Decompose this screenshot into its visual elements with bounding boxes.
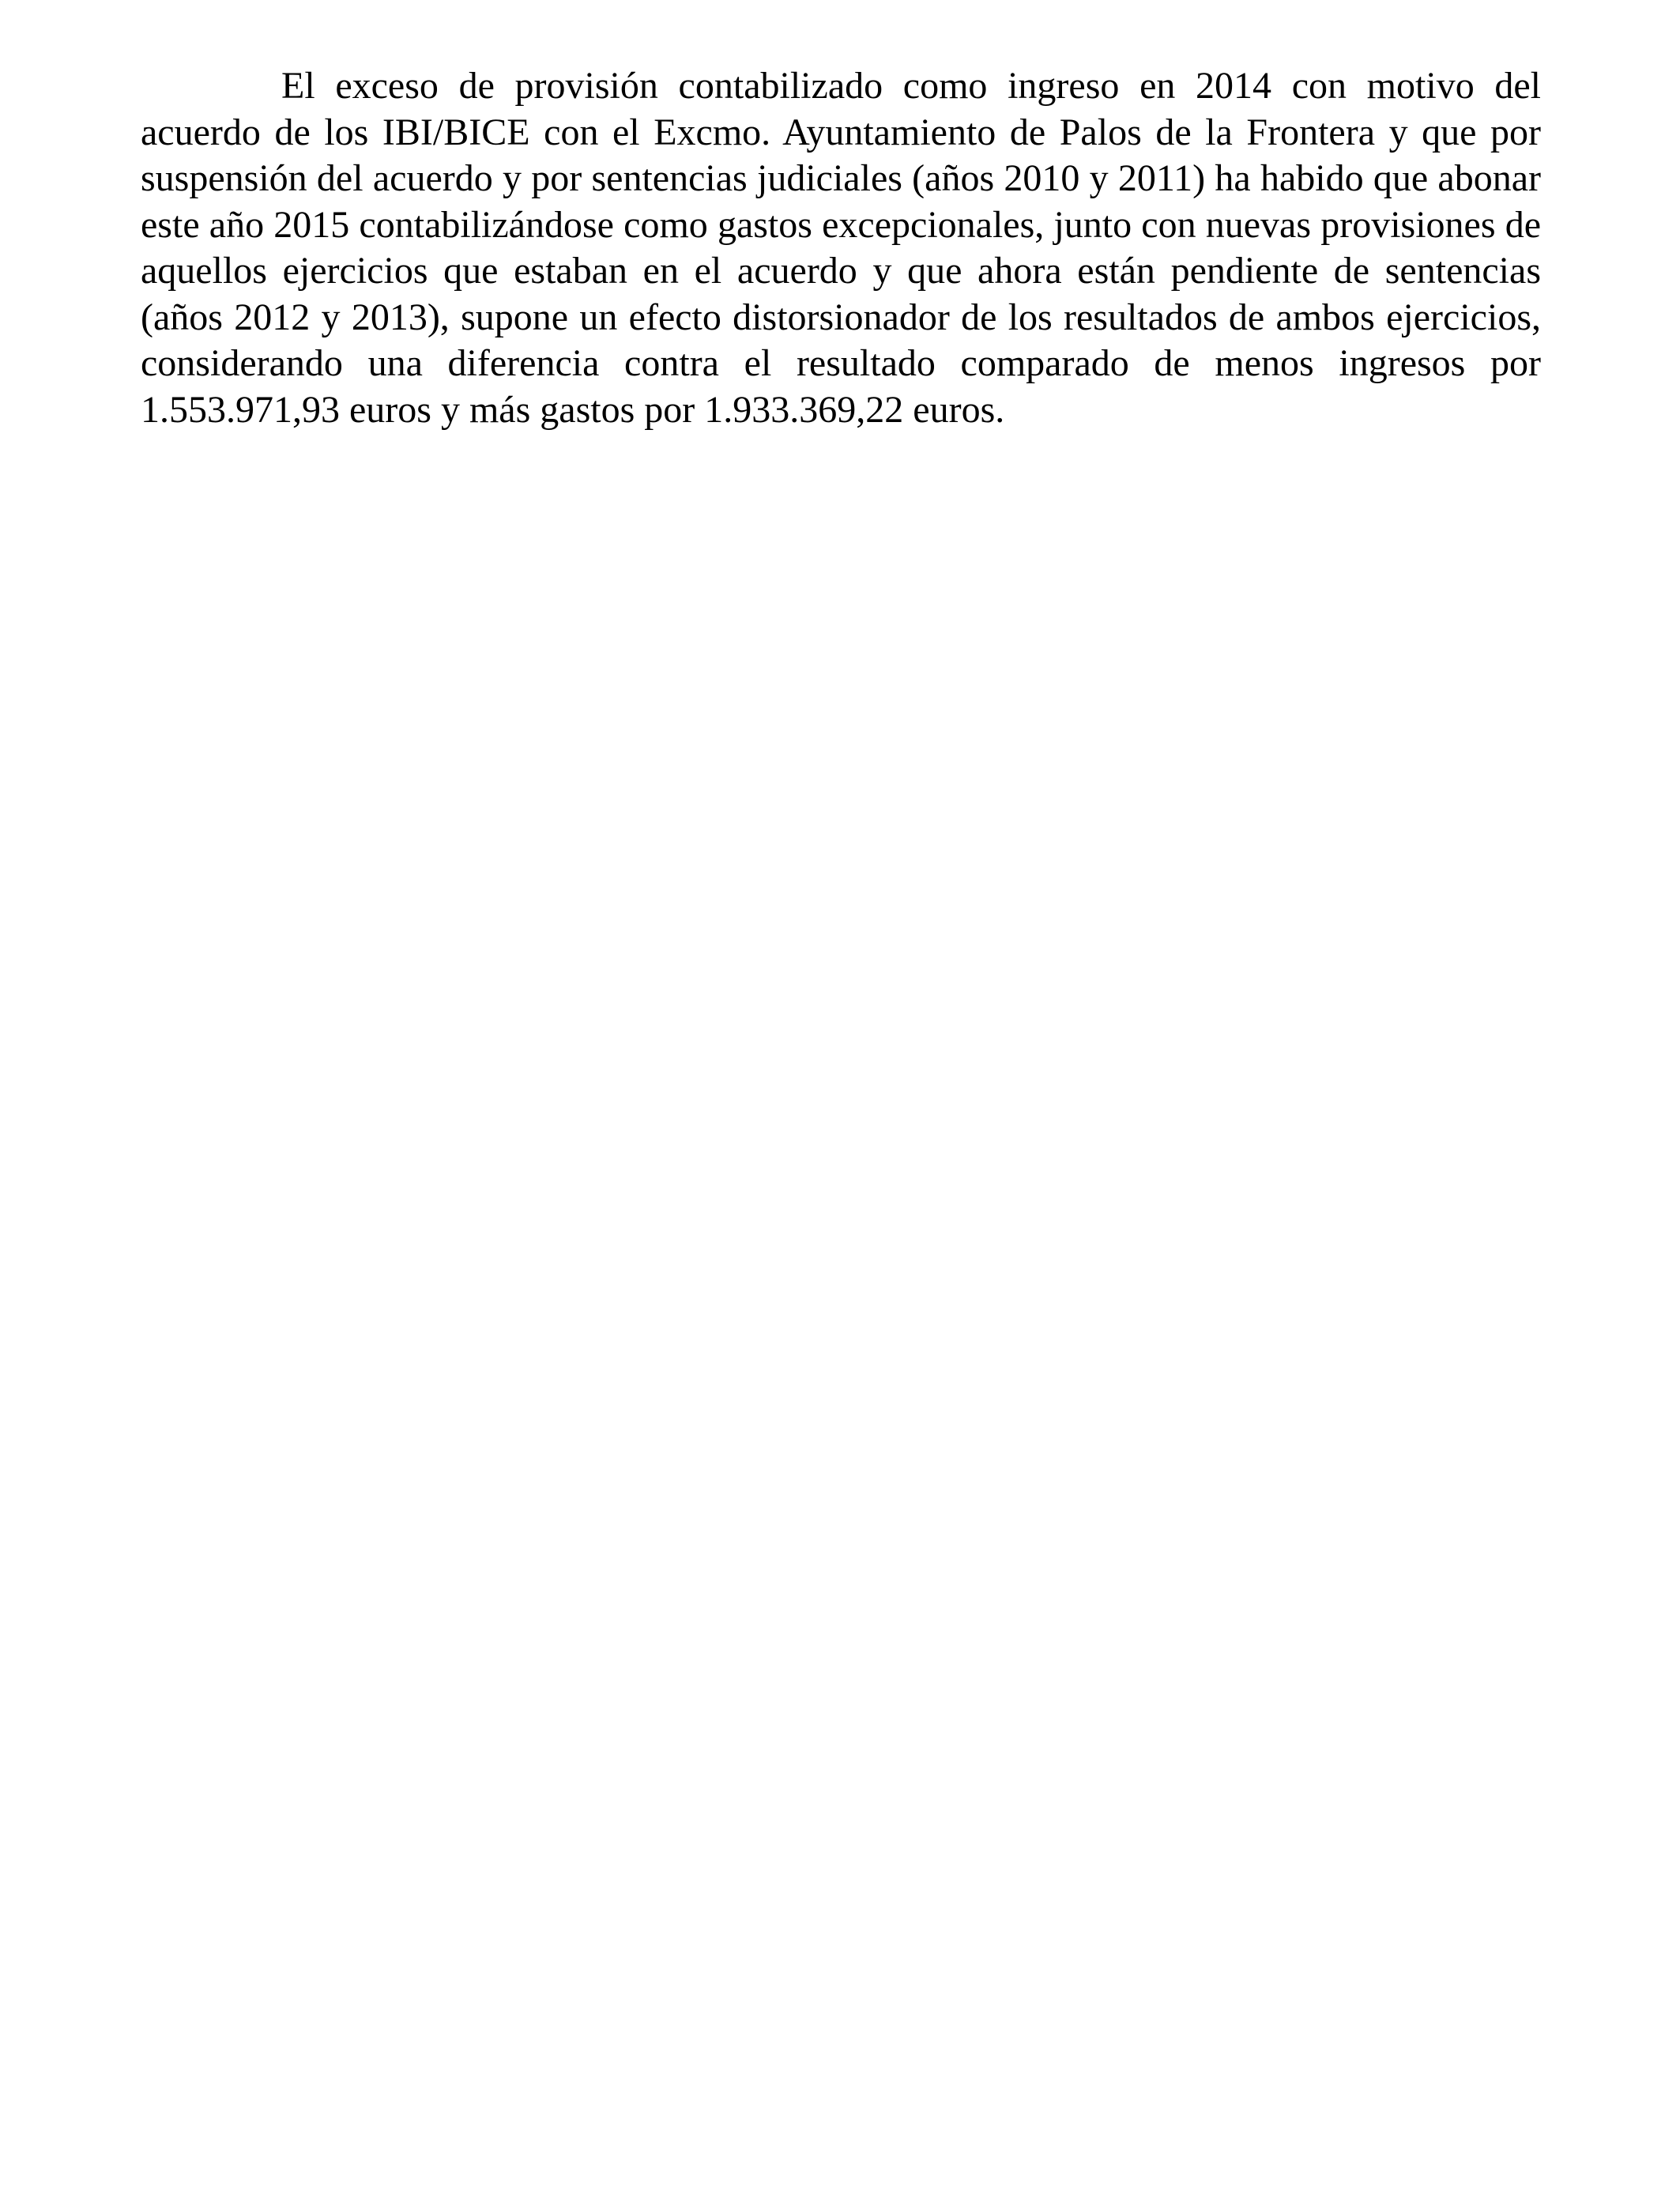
body-paragraph: El exceso de provisión contabilizado como ingreso en 2014 con motivo del acuerdo de los IBI/BICE con el Excmo. Ayuntamiento de Palos de la Frontera y que por suspensión del acuerdo y por sentencias judiciales (años 2010 y 2011) ha habido que abonar este año 2015 contabilizándose como gastos excepcionales, junto con nuevas provisiones de aquellos ejercicios que estaban en el acuerdo y que ahora están pendiente de sentencias (años 2012 y 2013), supone un efecto distorsionador de los resultados de ambos ejercicios, considerando una diferencia contra el resultado comparado de menos ingresos por 1.553.971,93 euros y más gastos por 1.933.369,22 euros. (141, 65, 1541, 431)
